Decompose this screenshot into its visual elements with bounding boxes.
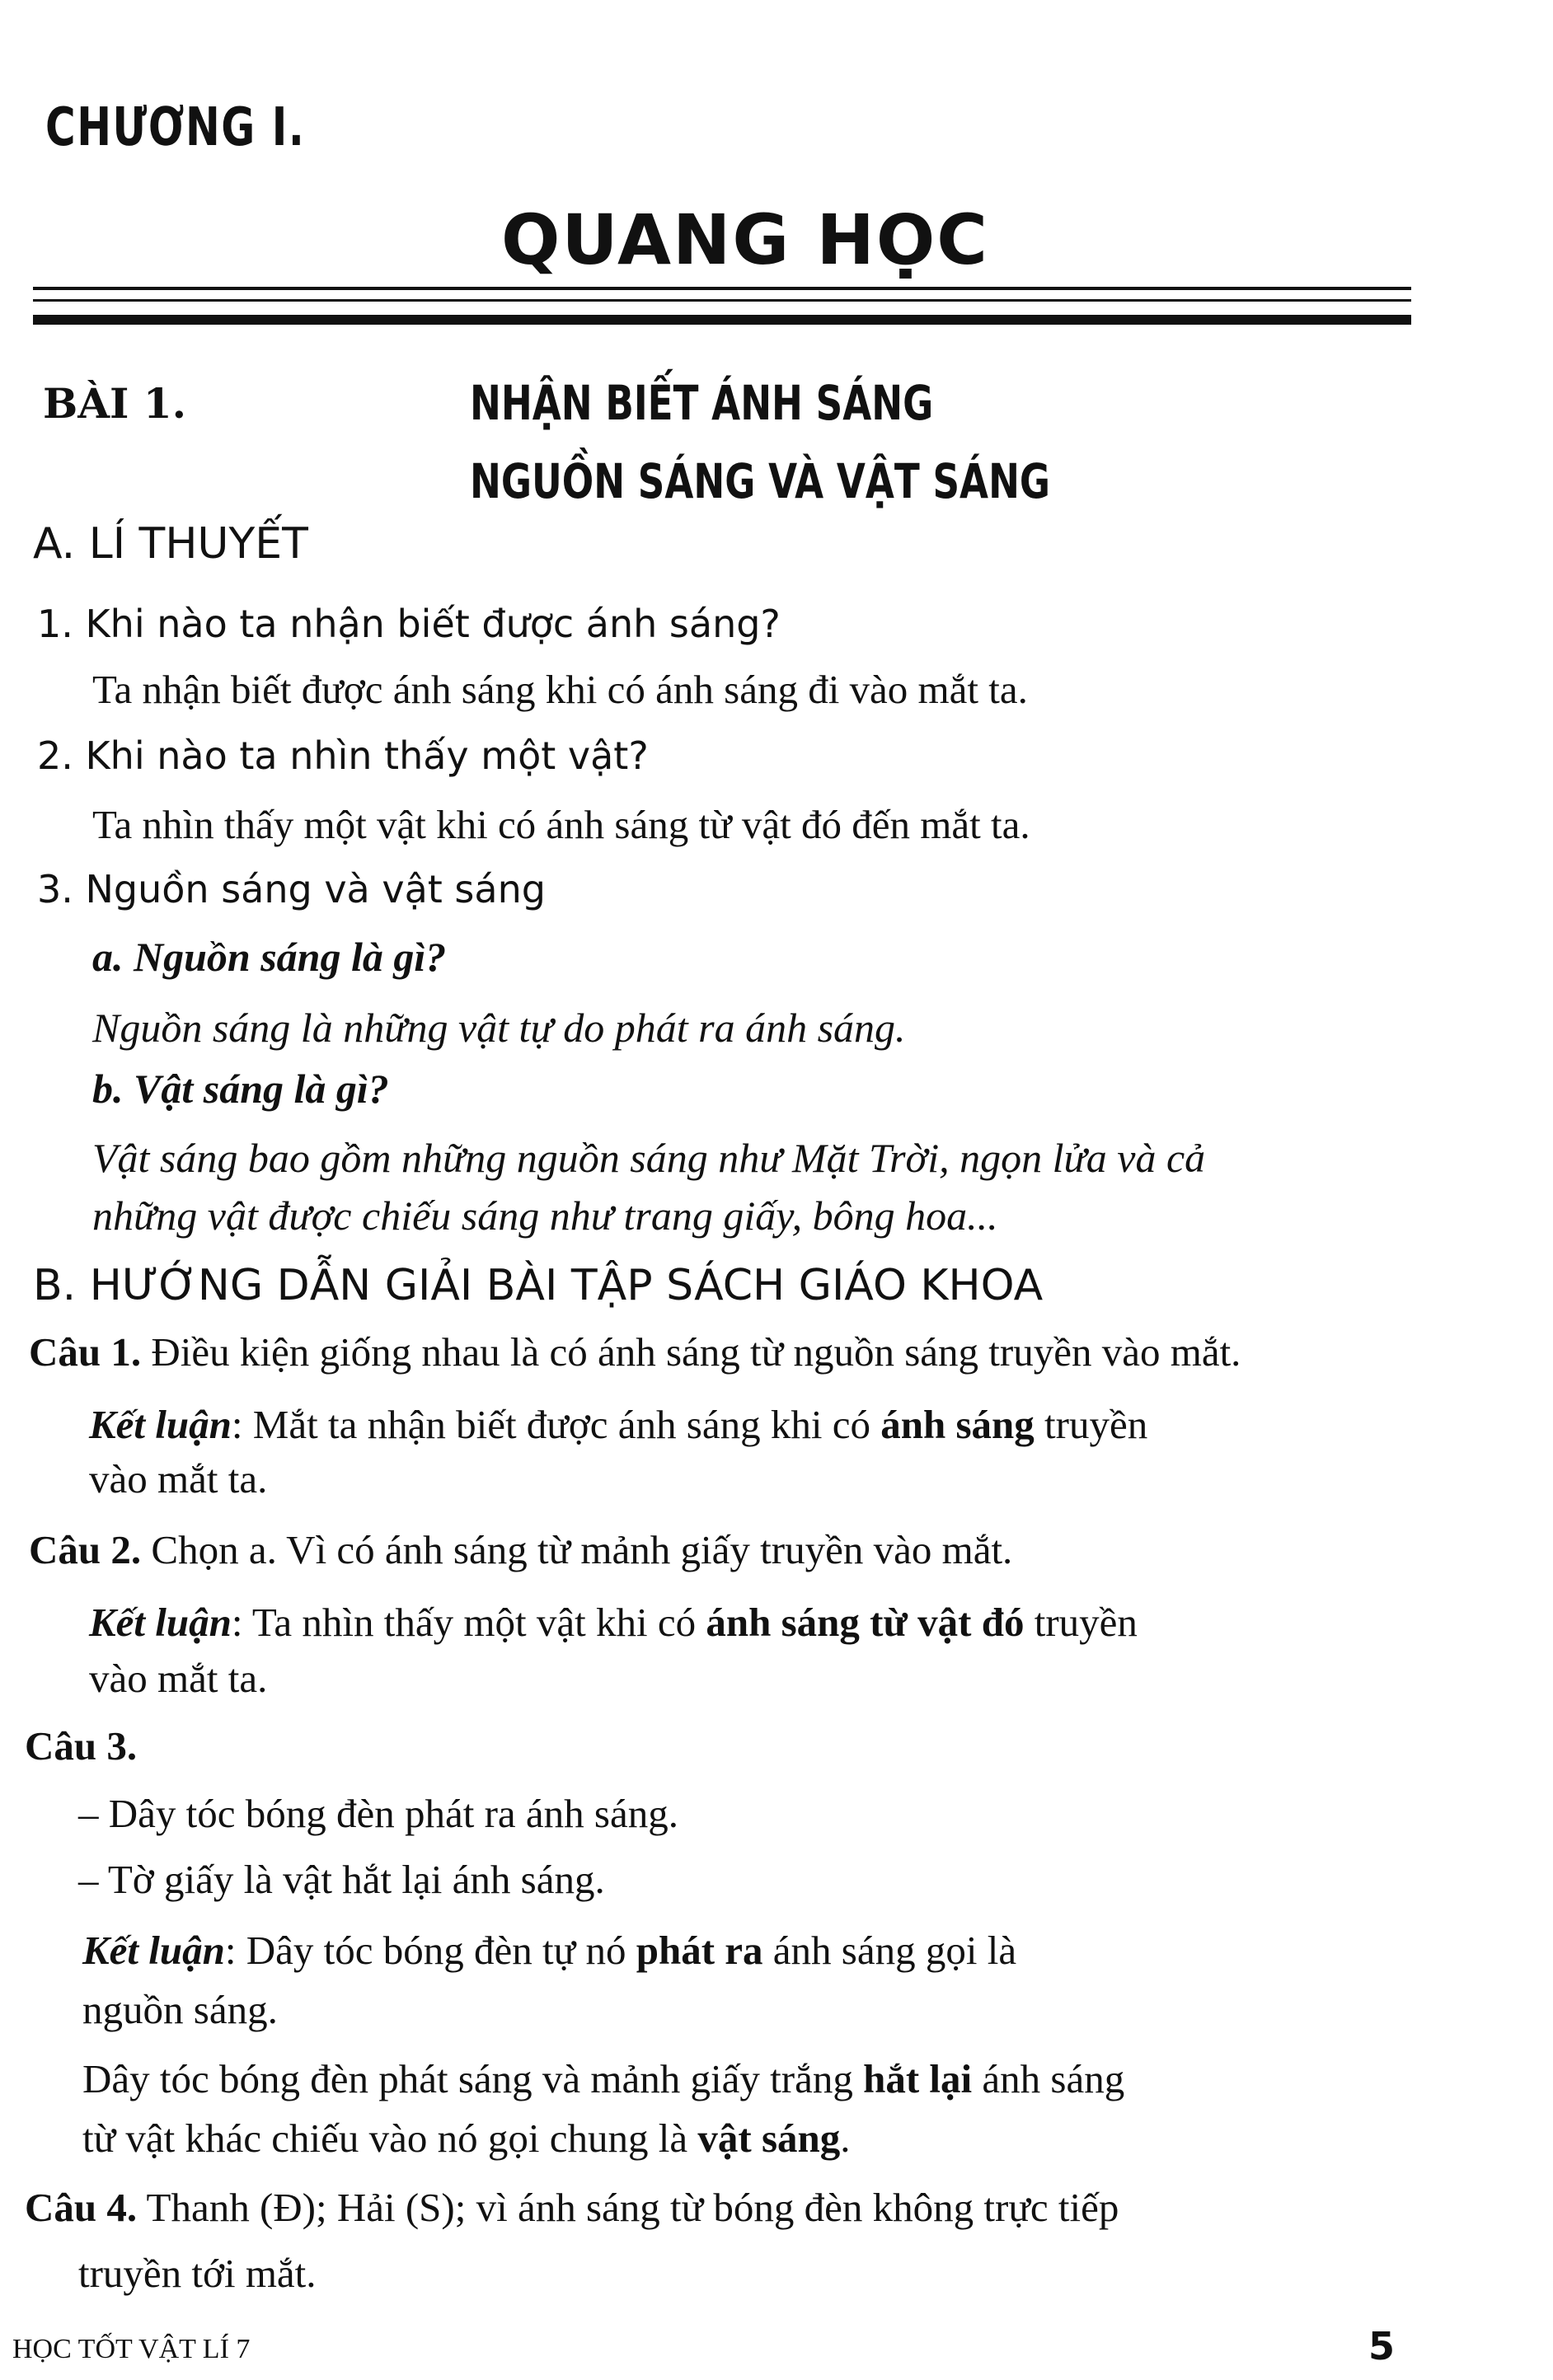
exercise-3-extra-2-bold: vật sáng (697, 2115, 841, 2161)
lit-object-question: b. Vật sáng là gì? (92, 1066, 389, 1112)
lit-object-answer-line-1: Vật sáng bao gồm những nguồn sáng như Mặt Trời, ngọn lửa và cả (92, 1135, 1206, 1181)
exercise-3-bullet-2: – Tờ giấy là vật hắt lại ánh sáng. (78, 1857, 605, 1902)
exercise-1-conclusion-post: truyền (1034, 1402, 1148, 1447)
exercise-3-conclusion (82, 1927, 1016, 1974)
exercise-4 (25, 2184, 1119, 2231)
exercise-3-label: Câu 3. (25, 1723, 138, 1769)
exercise-3-extra-1-pre: Dây tóc bóng đèn phát sáng và mảnh giấy trắng (82, 2056, 864, 2101)
lit-object-answer-line-2: những vật được chiếu sáng như trang giấy, bông hoa... (92, 1192, 998, 1239)
exercise-1-conclusion (89, 1401, 1147, 1448)
conclusion-label: Kết luận (89, 1402, 232, 1447)
conclusion-label: Kết luận (89, 1600, 232, 1645)
exercise-4-label: Câu 4. (25, 2185, 138, 2230)
exercise-3-extra-2-post: . (840, 2115, 851, 2161)
theory-answer-1: Ta nhận biết được ánh sáng khi có ánh sáng đi vào mắt ta. (92, 667, 1028, 712)
header-rule-thin (33, 287, 1411, 290)
exercise-4-text: Thanh (Đ); Hải (S); vì ánh sáng từ bóng đèn không trực tiếp (146, 2185, 1119, 2230)
exercise-1-label: Câu 1. (29, 1329, 142, 1375)
exercise-2-conclusion-bold: ánh sáng từ vật đó (706, 1600, 1025, 1645)
exercise-1-conclusion-pre: : Mắt ta nhận biết được ánh sáng khi có (231, 1402, 881, 1447)
exercise-3-bullet-1: – Dây tóc bóng đèn phát ra ánh sáng. (78, 1791, 678, 1836)
exercise-2-conclusion-line-2: vào mắt ta. (89, 1656, 268, 1701)
theory-item-3-heading: 3. Nguồn sáng và vật sáng (37, 867, 546, 911)
conclusion-label: Kết luận (82, 1928, 225, 1973)
exercise-3-conclusion-line-2: nguồn sáng. (82, 1987, 278, 2032)
source-answer: Nguồn sáng là những vật tự do phát ra ánh sáng. (92, 1005, 906, 1051)
exercise-1-conclusion-line-2: vào mắt ta. (89, 1456, 268, 1502)
exercise-3-extra-1-bold: hắt lại (863, 2056, 973, 2101)
chapter-label: CHƯƠNG I. (45, 97, 306, 158)
exercise-3-conclusion-pre: : Dây tóc bóng đèn tự nó (224, 1928, 636, 1973)
exercise-3-extra-1-post: ánh sáng (972, 2056, 1125, 2101)
exercise-2-conclusion (89, 1599, 1138, 1646)
exercise-1-text: Điều kiện giống nhau là có ánh sáng từ nguồn sáng truyền vào mắt. (151, 1329, 1241, 1375)
chapter-title: QUANG HỌC (501, 199, 989, 280)
theory-question-2: 2. Khi nào ta nhìn thấy một vật? (37, 733, 649, 778)
exercise-2-conclusion-post: truyền (1024, 1600, 1138, 1645)
exercise-2-label: Câu 2. (29, 1527, 142, 1572)
lesson-label: BÀI 1. (43, 379, 187, 428)
exercise-3-conclusion-bold: phát ra (636, 1928, 763, 1973)
header-rule-thick (33, 315, 1411, 325)
theory-heading: A. LÍ THUYẾT (33, 519, 308, 569)
exercise-4-line-2: truyền tới mắt. (78, 2251, 317, 2296)
header-rule-middle (33, 299, 1411, 302)
theory-answer-2: Ta nhìn thấy một vật khi có ánh sáng từ vật đó đến mắt ta. (92, 802, 1030, 847)
theory-question-1: 1. Khi nào ta nhận biết được ánh sáng? (37, 602, 781, 646)
exercise-2 (29, 1526, 1012, 1573)
exercise-1-conclusion-bold: ánh sáng (880, 1402, 1035, 1447)
page-number: 5 (1368, 2324, 1396, 2368)
exercise-1 (29, 1328, 1241, 1375)
lesson-title-line-1: NHẬN BIẾT ÁNH SÁNG (470, 375, 934, 431)
exercise-3-extra-2-pre: từ vật khác chiếu vào nó gọi chung là (82, 2115, 698, 2161)
source-question: a. Nguồn sáng là gì? (92, 934, 447, 980)
exercises-heading: B. HƯỚNG DẪN GIẢI BÀI TẬP SÁCH GIÁO KHOA (33, 1261, 1044, 1310)
exercise-3-extra-line-1 (82, 2055, 1124, 2102)
exercise-3-conclusion-post: ánh sáng gọi là (762, 1928, 1017, 1973)
exercise-3-extra-line-2 (82, 2115, 851, 2162)
footer-book-title: HỌC TỐT VẬT LÍ 7 (12, 2334, 251, 2364)
exercise-2-conclusion-pre: : Ta nhìn thấy một vật khi có (231, 1600, 706, 1645)
lesson-title-line-2: NGUỒN SÁNG VÀ VẬT SÁNG (470, 453, 1051, 509)
exercise-2-text: Chọn a. Vì có ánh sáng từ mảnh giấy truyền vào mắt. (151, 1527, 1013, 1572)
